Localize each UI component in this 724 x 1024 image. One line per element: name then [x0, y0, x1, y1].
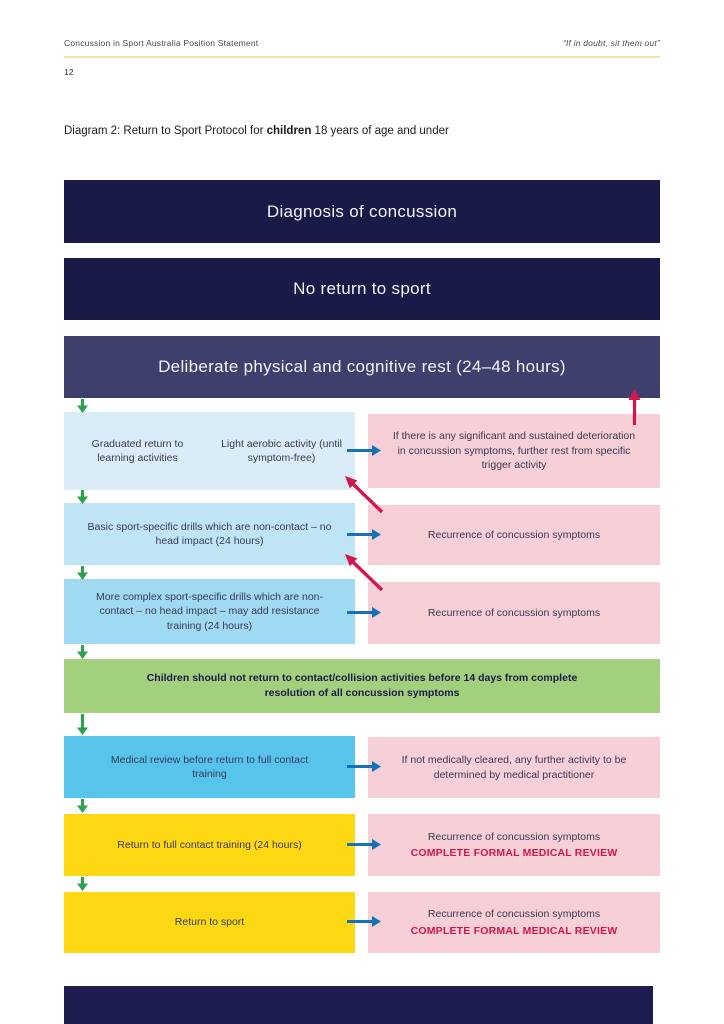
- step-aerobic-label: Light aerobic activity (until symptom-free): [221, 437, 342, 464]
- step-complex-drills-label: More complex sport-specific drills which are non-contact – no head impact – may add resistance training (24 hours): [96, 590, 323, 632]
- step-box-basic-drills: [64, 503, 355, 565]
- blue-right-arrow-icon-2: [347, 528, 381, 541]
- page-number: 12: [64, 67, 74, 77]
- step-box-full-contact: [64, 814, 355, 876]
- blue-right-arrow-icon-4: [347, 760, 381, 773]
- outcome-recurrence-3-label: Recurrence of concussion symptoms: [427, 830, 601, 843]
- outcome-not-cleared-label: If not medically cleared, any further activity to be determined by medical practitioner: [401, 754, 627, 781]
- step-learning-label: Graduated return to learning activities: [91, 437, 184, 464]
- red-diagonal-return-arrow-icon-2: [342, 552, 386, 594]
- stage-diagnosis-box: [64, 180, 660, 243]
- step-basic-drills-label: Basic sport-specific drills which are non-contact – no head impact (24 hours): [87, 520, 332, 547]
- blue-right-arrow-icon-3: [347, 606, 381, 619]
- step-full-contact-label: Return to full contact training (24 hours): [117, 838, 302, 851]
- red-diagonal-return-arrow-icon-1: [342, 474, 386, 516]
- step-box-learning-aerobic: [64, 412, 355, 490]
- banner-14-days-label: Children should not return to contact/collision activities before 14 days from complete resolution of all concussion symptoms: [146, 671, 578, 699]
- outcome-box-recurrence-4: [368, 892, 660, 953]
- step-box-return-to-sport: [64, 892, 355, 953]
- header-tagline: “If in doubt, sit them out”: [562, 38, 660, 48]
- outcome-box-recurrence-1: [368, 505, 660, 565]
- green-down-arrow-icon-7: [76, 877, 89, 891]
- step-box-complex-drills: [64, 579, 355, 644]
- diagram-title: [64, 125, 449, 137]
- stage-rest-label: Deliberate physical and cognitive rest (24–48 hours): [158, 357, 566, 376]
- step-return-to-sport-label: Return to sport: [174, 916, 245, 929]
- outcome-box-not-cleared: [368, 737, 660, 798]
- green-down-arrow-icon-4: [76, 645, 89, 659]
- header-rule: [64, 56, 660, 58]
- green-down-arrow-icon-1: [76, 399, 89, 413]
- outcome-deterioration-label: If there is any significant and sustained deterioration in concussion symptoms, further rest from specific trigger activity: [392, 430, 636, 472]
- step-box-medical-review: [64, 736, 355, 798]
- outcome-box-recurrence-2: [368, 582, 660, 644]
- step-medical-review-label: Medical review before return to full contact training: [110, 753, 309, 780]
- outcome-medical-review-alert-1: COMPLETE FORMAL MEDICAL REVIEW: [410, 847, 618, 859]
- outcome-box-deterioration: [368, 414, 660, 488]
- green-down-arrow-icon-3: [76, 566, 89, 580]
- doc-title: Concussion in Sport Australia Position Statement: [64, 38, 259, 48]
- banner-14-days: [64, 659, 660, 713]
- outcome-recurrence-1-label: Recurrence of concussion symptoms: [427, 528, 601, 541]
- green-down-arrow-icon-6: [76, 799, 89, 813]
- outcome-recurrence-4-label: Recurrence of concussion symptoms: [427, 908, 601, 921]
- green-down-arrow-icon-2: [76, 490, 89, 504]
- outcome-medical-review-alert-2: COMPLETE FORMAL MEDICAL REVIEW: [410, 924, 618, 937]
- outcome-recurrence-2-label: Recurrence of concussion symptoms: [427, 606, 601, 619]
- red-up-return-arrow-icon: [627, 389, 642, 425]
- stage-no-return-label: No return to sport: [293, 279, 431, 298]
- stage-diagnosis-label: Diagnosis of concussion: [266, 201, 458, 221]
- blue-right-arrow-icon-5: [347, 838, 381, 851]
- blue-right-arrow-icon-1: [347, 444, 381, 457]
- outcome-box-recurrence-3: [368, 814, 660, 876]
- diagram-title-bold: children: [266, 125, 312, 137]
- stage-rest-box: [64, 336, 660, 398]
- green-down-arrow-icon-5: [76, 714, 89, 735]
- diagram-title-suffix: 18 years of age and under: [311, 125, 449, 137]
- next-section-bar: [64, 986, 653, 1024]
- stage-no-return-box: [64, 258, 660, 320]
- blue-right-arrow-icon-6: [347, 915, 381, 928]
- diagram-title-prefix: Diagram 2: Return to Sport Protocol for: [64, 125, 267, 137]
